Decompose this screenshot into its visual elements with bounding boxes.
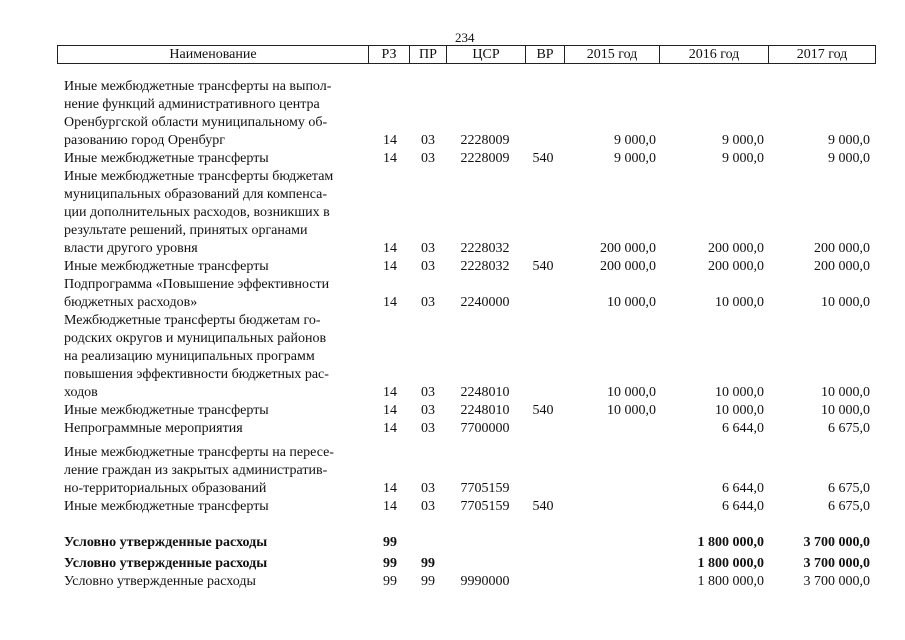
row-pr: 99 [421, 556, 435, 571]
row-vr: 540 [532, 151, 554, 166]
row-pr: 03 [421, 295, 435, 310]
row-2017: 3 700 000,0 [803, 574, 870, 589]
row-name: Иные межбюджетные трансферты на выпол- нение функций административного центра Оренбургской области муниципальному об- разованию город Оренбург [64, 79, 332, 148]
row-rz: 14 [383, 259, 397, 274]
row-rz: 99 [383, 535, 397, 550]
header-2016: 2016 год [660, 46, 769, 64]
row-name: Подпрограмма «Повышение эффективности бюджетных расходов» [64, 277, 330, 310]
row-csr: 7705159 [460, 481, 510, 496]
row-pr: 03 [421, 133, 435, 148]
row-vr: 540 [532, 259, 554, 274]
header-rz: РЗ [369, 46, 410, 64]
row-2016: 10 000,0 [715, 385, 764, 400]
row-2015: 9 000,0 [614, 151, 656, 166]
row-2017: 200 000,0 [814, 259, 870, 274]
row-2016: 6 644,0 [722, 421, 764, 436]
row-rz: 14 [383, 499, 397, 514]
row-2017: 10 000,0 [821, 403, 870, 418]
row-2015: 9 000,0 [614, 133, 656, 148]
page-number: 234 [455, 30, 475, 45]
row-2015: 10 000,0 [607, 403, 656, 418]
row-csr: 2228032 [460, 259, 510, 274]
row-pr: 03 [421, 151, 435, 166]
row-rz: 14 [383, 421, 397, 436]
row-2017: 10 000,0 [821, 385, 870, 400]
row-pr: 03 [421, 481, 435, 496]
row-2016: 6 644,0 [722, 481, 764, 496]
row-2017: 6 675,0 [828, 421, 870, 436]
row-name: Иные межбюджетные трансферты [64, 499, 269, 514]
row-rz: 14 [383, 403, 397, 418]
row-2017: 9 000,0 [828, 151, 870, 166]
row-rz: 14 [383, 133, 397, 148]
table-header [57, 45, 876, 64]
row-2017: 9 000,0 [828, 133, 870, 148]
header-pr: ПР [410, 46, 447, 64]
row-2017: 3 700 000,0 [803, 535, 870, 550]
header-2015: 2015 год [565, 46, 660, 64]
row-rz: 14 [383, 295, 397, 310]
row-2017: 6 675,0 [828, 499, 870, 514]
row-2016: 10 000,0 [715, 403, 764, 418]
row-csr: 2228032 [460, 241, 510, 256]
row-2015: 200 000,0 [600, 259, 656, 274]
row-vr: 540 [532, 499, 554, 514]
row-2015: 200 000,0 [600, 241, 656, 256]
header-2017: 2017 год [769, 46, 876, 64]
row-pr: 03 [421, 421, 435, 436]
row-pr: 03 [421, 385, 435, 400]
row-2016: 1 800 000,0 [697, 574, 764, 589]
row-name: Условно утвержденные расходы [64, 535, 268, 550]
row-2016: 9 000,0 [722, 151, 764, 166]
row-csr: 9990000 [460, 574, 510, 589]
row-2016: 200 000,0 [708, 259, 764, 274]
row-2016: 6 644,0 [722, 499, 764, 514]
row-csr: 7700000 [460, 421, 510, 436]
header-vr: ВР [526, 46, 565, 64]
row-pr: 03 [421, 499, 435, 514]
row-2016: 200 000,0 [708, 241, 764, 256]
header-csr: ЦСР [447, 46, 526, 64]
row-2017: 3 700 000,0 [803, 556, 870, 571]
row-csr: 7705159 [460, 499, 510, 514]
row-2017: 10 000,0 [821, 295, 870, 310]
row-2016: 9 000,0 [722, 133, 764, 148]
row-csr: 2228009 [460, 133, 510, 148]
row-csr: 2248010 [460, 385, 510, 400]
row-name: Иные межбюджетные трансферты бюджетам муниципальных образований для компенса- ции дополнительных расходов, возникших в результате решений, принятых органами власти другого уровня [64, 169, 334, 256]
row-rz: 99 [383, 574, 397, 589]
row-csr: 2240000 [460, 295, 510, 310]
row-name: Иные межбюджетные трансферты [64, 403, 269, 418]
row-csr: 2228009 [460, 151, 510, 166]
row-pr: 03 [421, 403, 435, 418]
row-pr: 99 [421, 574, 435, 589]
header-name: Наименование [58, 46, 369, 64]
row-2015: 10 000,0 [607, 385, 656, 400]
row-vr: 540 [532, 403, 554, 418]
row-csr: 2248010 [460, 403, 510, 418]
row-2017: 6 675,0 [828, 481, 870, 496]
row-2016: 1 800 000,0 [697, 535, 764, 550]
row-rz: 99 [383, 556, 397, 571]
row-2015: 10 000,0 [607, 295, 656, 310]
row-rz: 14 [383, 385, 397, 400]
row-name: Иные межбюджетные трансферты [64, 151, 269, 166]
row-2017: 200 000,0 [814, 241, 870, 256]
row-pr: 03 [421, 259, 435, 274]
row-name: Иные межбюджетные трансферты [64, 259, 269, 274]
row-2016: 1 800 000,0 [697, 556, 764, 571]
row-name: Условно утвержденные расходы [64, 574, 256, 589]
row-2016: 10 000,0 [715, 295, 764, 310]
row-name: Непрограммные мероприятия [64, 421, 243, 436]
row-rz: 14 [383, 481, 397, 496]
row-name: Межбюджетные трансферты бюджетам го- родских округов и муниципальных районов на реализацию муниципальных программ повышения эффективности бюджетных рас- ходов [64, 313, 329, 400]
row-rz: 14 [383, 151, 397, 166]
row-rz: 14 [383, 241, 397, 256]
row-name: Иные межбюджетные трансферты на пересе- ление граждан из закрытых административ- но-территориальных образований [64, 445, 334, 496]
row-name: Условно утвержденные расходы [64, 556, 268, 571]
row-pr: 03 [421, 241, 435, 256]
